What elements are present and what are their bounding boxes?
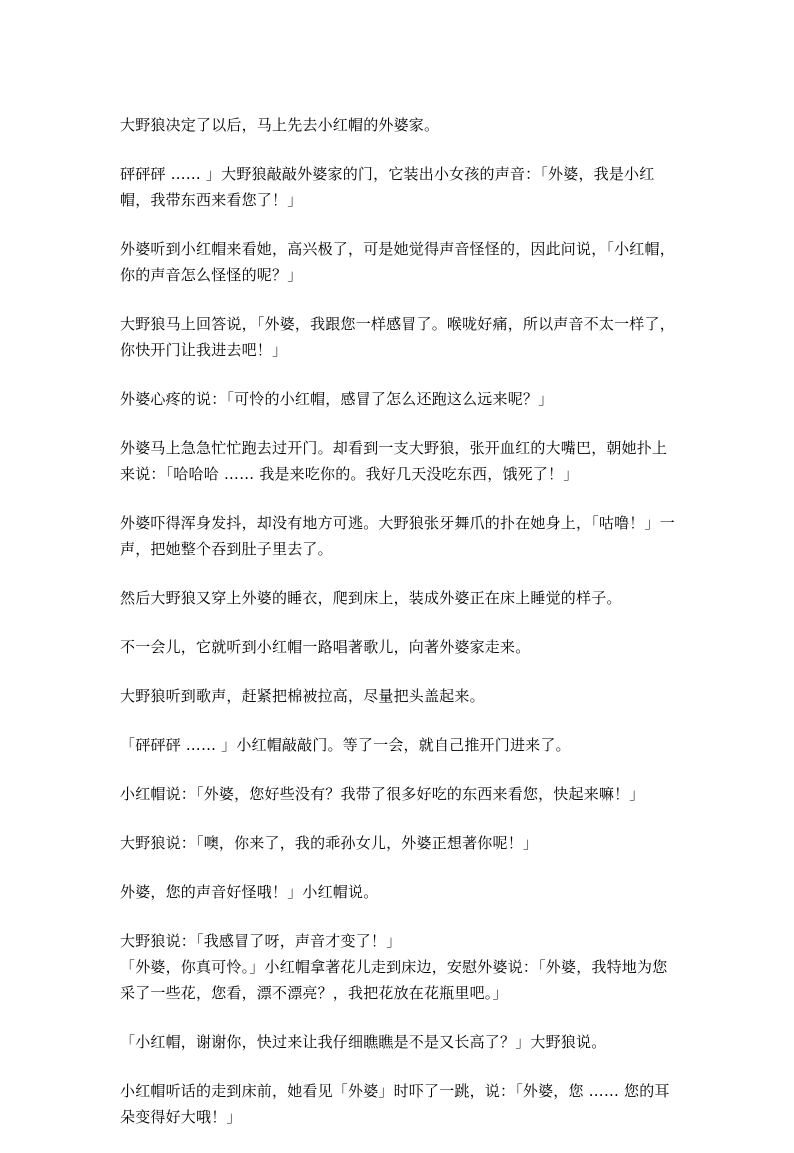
paragraph: 「外婆，你真可怜。」小红帽拿著花儿走到床边，安慰外婆说：「外婆，我特地为您采了一些花，您看，漂不漂亮？，我把花放在花瓶里吧。」	[120, 958, 668, 1002]
paragraph: 外婆听到小红帽来看她，高兴极了，可是她觉得声音怪怪的，因此问说，「小红帽，你的声音怎么怪怪的呢？」	[120, 240, 675, 284]
paragraph: 然后大野狼又穿上外婆的睡衣，爬到床上，装成外婆正在床上睡觉的样子。	[120, 589, 622, 607]
paragraph: 外婆马上急急忙忙跑去过开门。却看到一支大野狼，张开血红的大嘴巴，朝她扑上来说：「哈哈哈 …… 我是来吃你的。我好几天没吃东西，饿死了！」	[120, 439, 668, 483]
paragraph: 砰砰砰 …… 」大野狼敲敲外婆家的门，它装出小女孩的声音：「外婆，我是小红帽，我带东西来看您了！」	[120, 165, 655, 209]
paragraph: 「砰砰砰 …… 」小红帽敲敲门。等了一会，就自己推开门进来了。	[120, 736, 571, 754]
paragraph: 大野狼听到歌声，赶紧把棉被拉高，尽量把头盖起来。	[120, 687, 485, 705]
document-page	[120, 112, 680, 1153]
paragraph: 小红帽听话的走到床前，她看见「外婆」时吓了一跳，说：「外婆，您 …… 您的耳朵变得好大哦！」	[120, 1082, 670, 1126]
paragraph: 大野狼说：「噢，你来了，我的乖孙女儿，外婆正想著你呢！」	[120, 834, 539, 852]
paragraph: 「小红帽，谢谢你，快过来让我仔细瞧瞧是不是又长高了？」大野狼说。	[120, 1033, 607, 1051]
paragraph: 外婆，您的声音好怪哦！」小红帽说。	[120, 883, 379, 901]
paragraph: 大野狼决定了以后，马上先去小红帽的外婆家。	[120, 116, 440, 134]
paragraph: 外婆吓得浑身发抖，却没有地方可逃。大野狼张牙舞爪的扑在她身上，「咕噜！」一声，把她整个吞到肚子里去了。	[120, 514, 675, 558]
paragraph: 外婆心疼的说：「可怜的小红帽，感冒了怎么还跑这么远来呢？」	[120, 390, 554, 408]
paragraph: 大野狼马上回答说，「外婆，我跟您一样感冒了。喉咙好痛，所以声音不太一样了，你快开门让我进去吧！」	[120, 315, 675, 359]
paragraph: 小红帽说：「外婆，您好些没有？我带了很多好吃的东西来看您，快起来嘛！」	[120, 785, 645, 803]
paragraph: 大野狼说：「我感冒了呀，声音才变了！」	[120, 932, 402, 950]
paragraph: 不一会儿，它就听到小红帽一路唱著歌儿，向著外婆家走来。	[120, 638, 531, 656]
